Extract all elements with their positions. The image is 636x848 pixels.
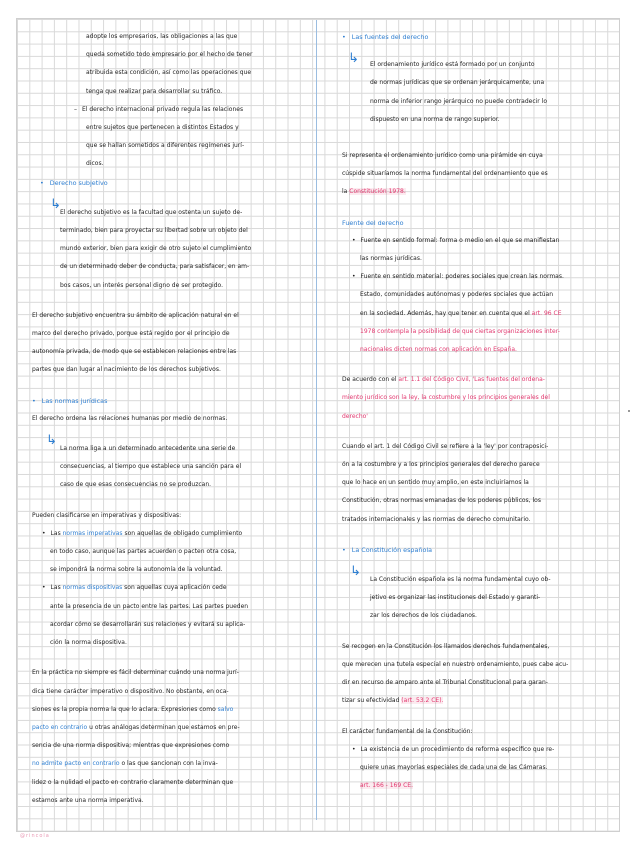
bullet-dot-icon: • — [352, 745, 356, 753]
text-line: que lo hace en un sentido muy amplio, en este incluiríamos la — [342, 479, 529, 487]
text-line: terminado, bien para proyectar su libertad sobre un objeto del — [60, 227, 248, 235]
spacer — [342, 529, 604, 541]
text-line: caso de que esas consecuencias no se produzcan. — [60, 481, 212, 489]
text-line: El derecho subjetivo es la facultad que ostenta un sujeto de- — [60, 208, 243, 216]
text-line: bos casos, un interés personal digno de ser protegido. — [60, 281, 224, 289]
text-line — [342, 777, 604, 795]
text-line: ante la presencia de un pacto entre las partes. Las partes pueden — [50, 602, 249, 610]
text-line: Constitución, otras normas emanadas de los poderes públicos, los — [342, 497, 541, 505]
spacer — [342, 129, 604, 147]
text-fragment: son aquellas cuya aplicación cede — [122, 584, 227, 592]
term-highlight: no admite pacto en contrario — [32, 760, 120, 768]
text-fragment: tizar su efectividad — [342, 697, 402, 705]
text-line: La norma liga a un determinado antecedente una serie de — [60, 445, 236, 453]
text-line — [342, 371, 604, 389]
heading-text: Las normas jurídicas — [41, 396, 108, 405]
text-line: zar los derechos de los ciudadanos. — [370, 612, 477, 620]
text-fragment: la — [342, 188, 350, 196]
text-line: quiere unas mayorías especiales de cada una de las Cámaras. — [360, 763, 548, 771]
heading-text: Derecho subjetivo — [49, 178, 108, 187]
text-fragment: o las que sancionan con la inva- — [119, 760, 218, 768]
text-line: El derecho subjetivo encuentra su ámbito de aplicación natural en el — [32, 311, 239, 319]
text-fragment: son aquellas de obligado cumplimiento — [122, 529, 243, 537]
bullet-item — [32, 525, 304, 543]
citation-highlight: (art. 53.2 CE). — [401, 697, 444, 705]
text-line — [342, 692, 604, 710]
bullet-dot-icon: • — [32, 396, 36, 405]
right-column — [342, 28, 604, 795]
text-line: norma de inferior rango jerárquico no puede contradecir lo — [370, 97, 548, 105]
heading-constitucion — [342, 541, 604, 559]
text-line: tenga que realizar para desarrollar su tráfico. — [86, 87, 223, 95]
citation-highlight: art. 96 CE — [531, 309, 562, 317]
text-line: autonomía privada, de modo que se establecen relaciones entre las — [32, 348, 237, 356]
text-line: acordar cómo se desarrollarán sus relaciones y evitará su aplica- — [50, 620, 246, 628]
text-line: que se hallan sometidos a diferentes regímenes jurí- — [86, 142, 245, 150]
text-line — [32, 719, 304, 737]
text-line: Cuando el art. 1 del Código Civil se refiere a la 'ley' por contraposici- — [342, 442, 549, 450]
text-line: consecuencias, al tiempo que establece una sanción para el — [60, 463, 242, 471]
text-line: mundo exterior, bien para exigir de otro sujeto el cumplimiento — [60, 245, 252, 253]
curved-arrow-icon: ↳ — [46, 433, 57, 449]
text-line: sencia de una norma dispositiva; mientras que expresiones como — [32, 742, 230, 750]
text-line: adopte los empresarios, las obligaciones a las que — [86, 33, 238, 40]
heading-text: Las fuentes del derecho — [351, 33, 429, 41]
bullet-text: Fuente en sentido formal: forma o medio en el que se manifiestan — [360, 236, 560, 244]
text-line: entre sujetos que pertenecen a distintos Estados y — [86, 124, 239, 132]
bullet-item — [342, 741, 604, 759]
term-highlight: normas imperativas — [62, 529, 123, 537]
bullet-dot-icon: • — [42, 584, 46, 592]
text-line: en todo caso, aunque las partes acuerden o pacten otra cosa, — [50, 548, 237, 556]
text-line: queda sometido todo empresario por el hecho de tener — [86, 51, 253, 59]
text-line: las normas jurídicas. — [360, 255, 422, 263]
text-line: cúspide situaríamos la norma fundamental del ordenamiento que es — [342, 170, 548, 178]
text-fragment: en la sociedad. Además, hay que tener en cuenta que el — [360, 309, 532, 317]
bullet-text: Fuente en sentido material: poderes sociales que crean las normas. — [360, 273, 564, 281]
text-line: dir en recurso de amparo ante el Tribunal Constitucional para garan- — [342, 679, 548, 687]
term-highlight: normas dispositivas — [62, 584, 123, 592]
spacer — [32, 428, 304, 440]
spacer — [342, 359, 604, 371]
text-line: dispuesto en una norma de rango superior. — [370, 115, 500, 123]
bullet-item — [342, 232, 604, 250]
text-line: de un determinado deber de conducta, para satisfacer, en am- — [60, 263, 250, 271]
text-fragment: De acuerdo con el — [342, 376, 399, 384]
curved-arrow-icon: ↳ — [348, 51, 359, 67]
text-line: ción la norma dispositiva. — [50, 639, 127, 647]
bullet-dot-icon: • — [352, 236, 356, 244]
text-line: derecho' — [342, 412, 368, 420]
dash-bullet-icon: – — [74, 105, 77, 113]
text-fragment: u otras análogas determinan que estamos en pre- — [87, 723, 240, 731]
text-line: atribuida esta condición, así como las operaciones que — [86, 69, 252, 77]
bullet-text: La existencia de un procedimiento de reforma específico que re- — [360, 745, 555, 753]
term-highlight: salvo — [217, 705, 234, 713]
text-line: nacionales dicten normas con aplicación en España. — [360, 346, 517, 354]
heading-fuentes-derecho — [342, 28, 604, 46]
bullet-dot-icon: • — [352, 273, 356, 281]
citation-highlight: art. 1.1 del Código Civil, 'Las fuentes del ordena- — [398, 376, 545, 384]
text-line: Si representa el ordenamiento jurídico como una pirámide en cuya — [342, 152, 543, 160]
text-line: miento jurídico son la ley, la costumbre y los principios generales del — [342, 394, 550, 402]
text-line: La Constitución española es la norma fundamental cuyo ob- — [370, 576, 551, 584]
text-line: de normas jurídicas que se ordenan jerárquicamente, una — [370, 79, 545, 87]
text-line: marco del derecho privado, porque está regido por el principio de — [32, 330, 230, 338]
text-line: dicos. — [86, 160, 104, 168]
heading-derecho-subjetivo — [32, 174, 304, 192]
text-line: lidez o la nulidad el pacto en contrario claramente determinan que — [32, 778, 234, 786]
spacer — [342, 711, 604, 723]
term-highlight: pacto en contrario — [32, 723, 88, 731]
definition-block — [32, 196, 304, 295]
text-line: estamos ante una norma imperativa. — [32, 796, 144, 804]
citation-highlight: Constitución 1978. — [349, 188, 406, 196]
text-line — [342, 305, 604, 323]
spacer — [32, 192, 304, 204]
spacer — [32, 652, 304, 664]
text-line: El ordenamiento jurídico está formado por un conjunto — [370, 61, 535, 69]
spacer — [32, 380, 304, 392]
left-column — [32, 28, 304, 810]
curved-arrow-icon: ↳ — [50, 196, 61, 212]
text-line: partes que dan lugar al nacimiento de los derechos subjetivos. — [32, 366, 221, 374]
text-fragment: Las — [50, 584, 63, 592]
spacer — [32, 295, 304, 307]
text-line: se impondrá la norma sobre la autonomía de la voluntad. — [50, 566, 223, 574]
spacer — [32, 495, 304, 507]
text-line: Estado, comunidades autónomas y poderes sociales que actúan — [360, 291, 554, 299]
heading-fuente-derecho: Fuente del derecho — [342, 218, 404, 227]
bullet-dot-icon: • — [42, 529, 46, 537]
heading-normas-juridicas — [32, 392, 304, 410]
spacer — [342, 559, 604, 571]
column-divider — [316, 20, 317, 820]
bullet-item — [32, 101, 304, 119]
text-line: Se recogen en la Constitución los llamados derechos fundamentales, — [342, 642, 550, 650]
text-line — [32, 755, 304, 773]
bullet-dot-icon: • — [342, 545, 346, 554]
text-line: que merecen una tutela especial en nuestro ordenamiento, pues cabe acu- — [342, 660, 569, 668]
watermark: @rincola — [20, 833, 50, 839]
definition-block — [32, 433, 304, 495]
spacer — [342, 626, 604, 638]
text-line: El carácter fundamental de la Constitución: — [342, 727, 473, 735]
text-line: Pueden clasificarse en imperativas y dispositivas: — [32, 511, 182, 519]
spacer — [342, 202, 604, 214]
text-line: jetivo es organizar las instituciones del Estado y garanti- — [370, 594, 541, 602]
text-line: En la práctica no siempre es fácil determinar cuándo una norma jurí- — [32, 669, 239, 677]
text-line: tratados internacionales y las normas de derecho comunitario. — [342, 515, 531, 523]
bullet-item — [342, 268, 604, 286]
bullet-text: El derecho internacional privado regula las relaciones — [82, 105, 244, 113]
text-line: ón a la costumbre y a los principios generales del derecho parece — [342, 461, 540, 469]
bullet-dot-icon: • — [342, 33, 346, 41]
definition-block — [342, 564, 604, 626]
text-line: 1978 contempla la posibilidad de que ciertas organizaciones inter- — [360, 327, 560, 335]
text-line — [342, 183, 604, 201]
citation-highlight: art. 166 - 169 CE. — [360, 782, 413, 790]
text-line: El derecho ordena las relaciones humanas por medio de normas. — [32, 414, 228, 422]
spacer — [342, 426, 604, 438]
bullet-dot-icon: • — [40, 178, 44, 187]
page-edge-mark — [628, 410, 630, 412]
definition-block — [342, 46, 604, 129]
heading-text: La Constitución española — [351, 545, 433, 554]
text-fragment: siones es la propia norma la que lo aclara. Expresiones como — [32, 705, 218, 713]
bullet-item — [32, 579, 304, 597]
text-line: dica tiene carácter imperativo o dispositivo. No obstante, en oca- — [32, 687, 229, 695]
curved-arrow-icon: ↳ — [350, 564, 361, 580]
text-fragment: Las — [50, 529, 63, 537]
text-line — [32, 701, 304, 719]
